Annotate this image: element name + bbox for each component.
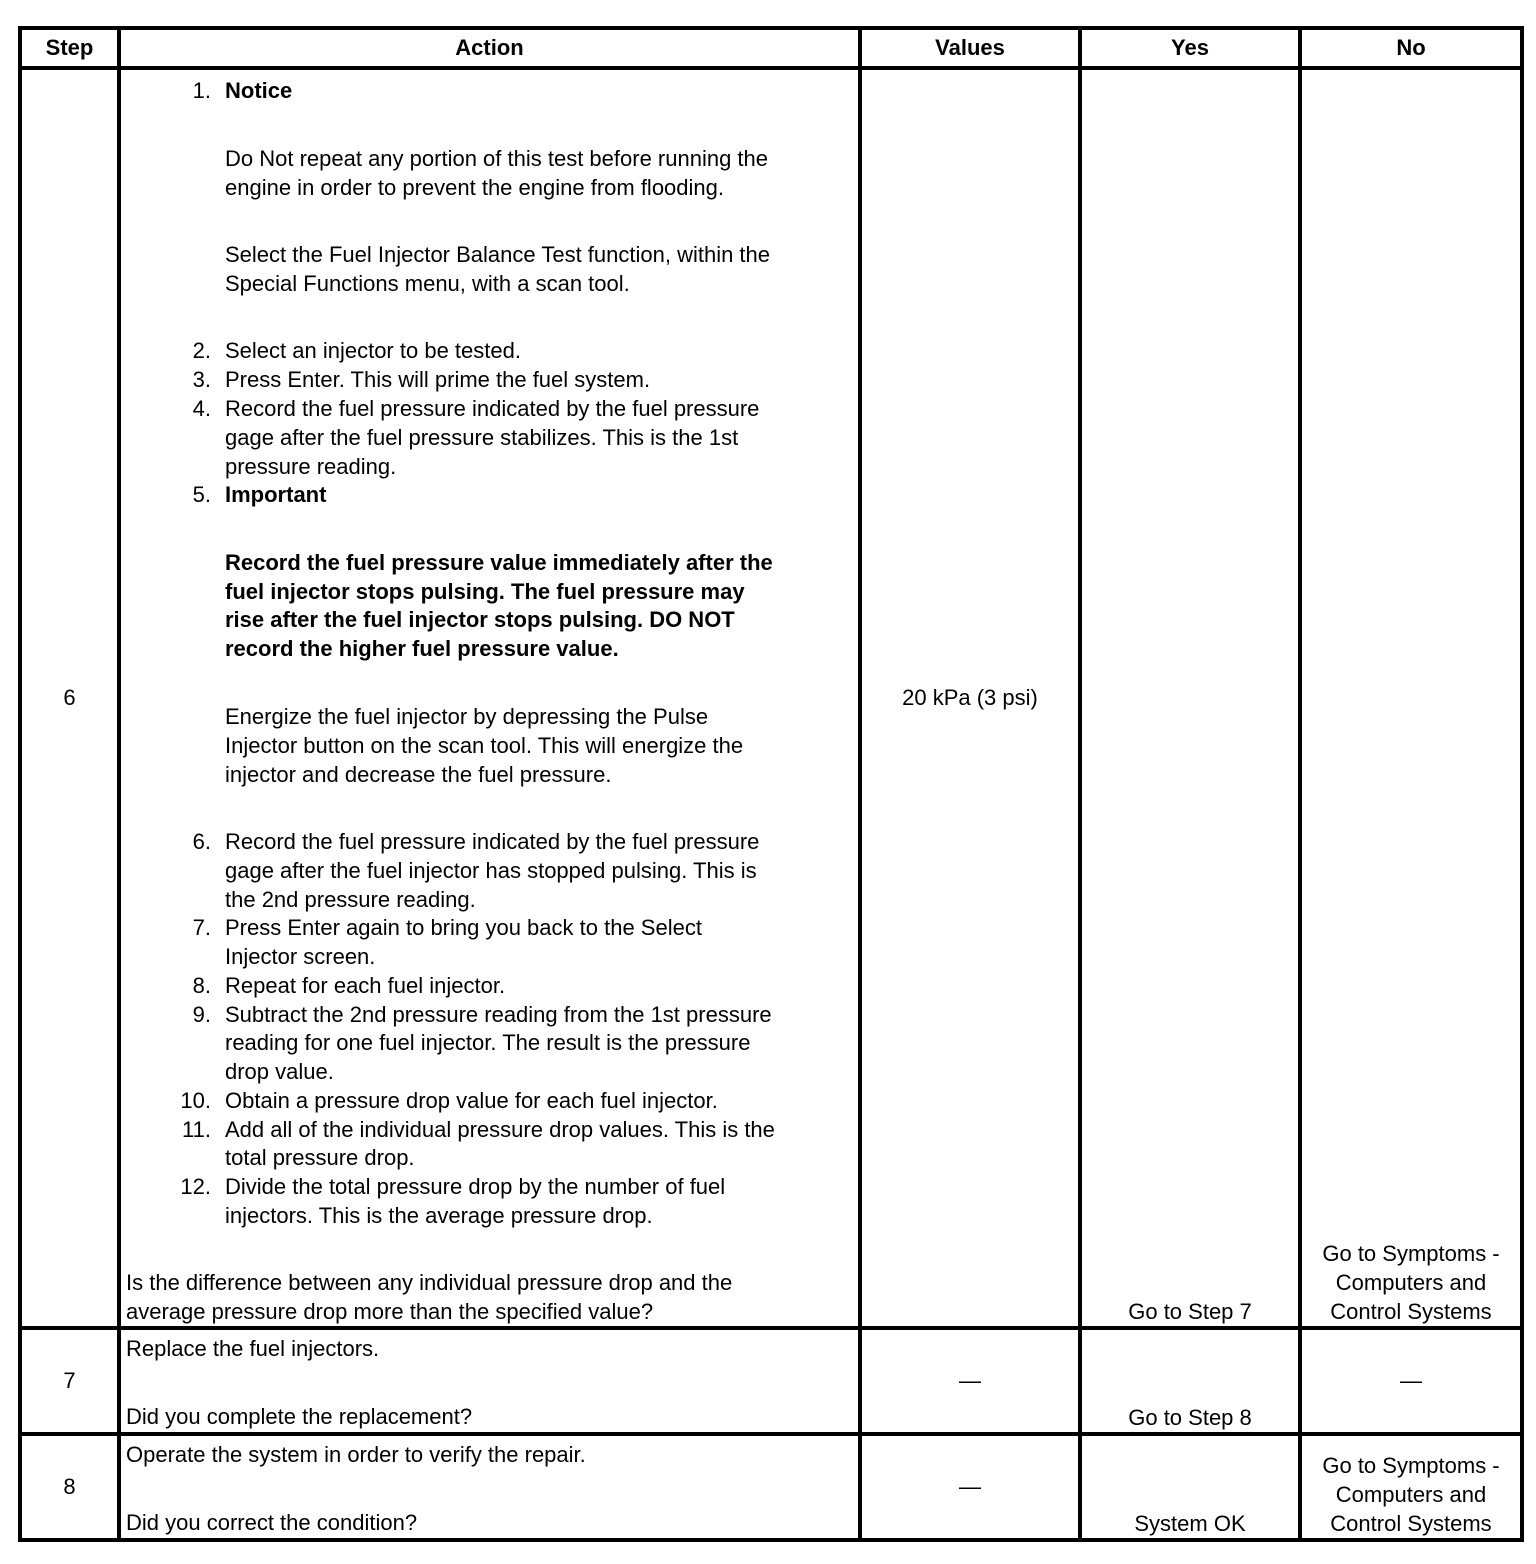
- important-text: fuel injector stops pulsing. The fuel pressure may: [225, 579, 745, 604]
- list-number: 5.: [192, 482, 211, 507]
- list-number: 7.: [192, 915, 211, 940]
- no-cell: [1300, 68, 1522, 1328]
- step-text: Record the fuel pressure indicated by the fuel pressure: [225, 829, 760, 854]
- no-link-line: Control Systems: [1330, 1511, 1492, 1536]
- step-text: Add all of the individual pressure drop values. This is the: [225, 1117, 775, 1142]
- step-text: Injector screen.: [225, 944, 376, 969]
- step-text: Select the Fuel Injector Balance Test function, within the: [225, 242, 771, 267]
- step-text: the 2nd pressure reading.: [225, 887, 476, 912]
- step-text: Press Enter again to bring you back to the Select: [225, 915, 702, 940]
- step-text: Divide the total pressure drop by the number of fuel: [225, 1174, 726, 1199]
- notice-title: Notice: [225, 78, 293, 103]
- step-text: Injector button on the scan tool. This will energize the: [225, 733, 744, 758]
- header-action: Action: [119, 28, 860, 68]
- value-cell: —: [860, 1328, 1080, 1434]
- question-text: Did you complete the replacement?: [126, 1404, 473, 1429]
- header-no: No: [1300, 28, 1522, 68]
- table-row-step-6: [20, 68, 1522, 1328]
- list-number: 9.: [192, 1002, 211, 1027]
- list-number: 2.: [192, 338, 211, 363]
- notice-text: Do Not repeat any portion of this test before running the: [225, 146, 768, 171]
- step-text: reading for one fuel injector. The result is the pressure: [225, 1030, 751, 1055]
- header-step: Step: [20, 28, 119, 68]
- list-number: 12.: [180, 1174, 211, 1199]
- list-number: 4.: [192, 396, 211, 421]
- header-row: [20, 28, 1522, 68]
- question-text: average pressure drop more than the specified value?: [126, 1299, 654, 1324]
- list-number: 8.: [192, 973, 211, 998]
- action-cell: [119, 68, 860, 1328]
- important-text: rise after the fuel injector stops pulsing. DO NOT: [225, 607, 735, 632]
- step-text: total pressure drop.: [225, 1145, 415, 1170]
- step-text: injector and decrease the fuel pressure.: [225, 762, 612, 787]
- step-text: Select an injector to be tested.: [225, 338, 521, 363]
- no-link-line: Computers and: [1335, 1270, 1487, 1295]
- header-yes: Yes: [1080, 28, 1300, 68]
- no-cell: [1300, 1434, 1522, 1540]
- action-cell: [119, 1328, 860, 1434]
- no-link-line: Go to Symptoms -: [1322, 1241, 1500, 1266]
- step-text: Replace the fuel injectors.: [126, 1336, 380, 1361]
- step-text: gage after the fuel injector has stopped pulsing. This is: [225, 858, 757, 883]
- step-text: gage after the fuel pressure stabilizes. This is the 1st: [225, 425, 739, 450]
- step-text: Obtain a pressure drop value for each fuel injector.: [225, 1088, 718, 1113]
- action-cell: [119, 1434, 860, 1540]
- step-text: Repeat for each fuel injector.: [225, 973, 506, 998]
- list-number: 10.: [180, 1088, 211, 1113]
- step-text: Special Functions menu, with a scan tool.: [225, 271, 630, 296]
- yes-cell: Go to Step 7: [1080, 68, 1300, 1328]
- important-text: record the higher fuel pressure value.: [225, 636, 619, 661]
- step-text: Operate the system in order to verify the repair.: [126, 1442, 586, 1467]
- step-number: 6: [20, 68, 119, 1328]
- step-text: Press Enter. This will prime the fuel system.: [225, 367, 651, 392]
- question-text: Is the difference between any individual pressure drop and the: [126, 1270, 733, 1295]
- list-number: 11.: [182, 1117, 211, 1142]
- step-number: 7: [20, 1328, 119, 1434]
- notice-text: engine in order to prevent the engine from flooding.: [225, 175, 724, 200]
- header-values: Values: [860, 28, 1080, 68]
- no-link-line: Control Systems: [1330, 1299, 1492, 1324]
- step-text: injectors. This is the average pressure drop.: [225, 1203, 653, 1228]
- no-link-line: Computers and: [1335, 1482, 1487, 1507]
- important-title: Important: [225, 482, 327, 507]
- step-text: Subtract the 2nd pressure reading from the 1st pressure: [225, 1002, 772, 1027]
- no-cell: —: [1300, 1328, 1522, 1434]
- step-text: Record the fuel pressure indicated by the fuel pressure: [225, 396, 760, 421]
- step-text: Energize the fuel injector by depressing the Pulse: [225, 704, 709, 729]
- list-number: 1.: [192, 78, 211, 103]
- step-number: 8: [20, 1434, 119, 1540]
- table-row-step-7: [20, 1328, 1522, 1434]
- diagnostic-table: [18, 26, 1524, 1542]
- table-row-step-8: [20, 1434, 1522, 1540]
- step-text: drop value.: [225, 1059, 334, 1084]
- important-text: Record the fuel pressure value immediately after the: [225, 550, 773, 575]
- question-text: Did you correct the condition?: [126, 1510, 418, 1535]
- no-link-line: Go to Symptoms -: [1322, 1453, 1500, 1478]
- yes-cell: System OK: [1080, 1434, 1300, 1540]
- list-number: 6.: [192, 829, 211, 854]
- list-number: 3.: [192, 367, 211, 392]
- step-text: pressure reading.: [225, 454, 397, 479]
- yes-cell: Go to Step 8: [1080, 1328, 1300, 1434]
- value-cell: —: [860, 1434, 1080, 1540]
- value-cell: 20 kPa (3 psi): [860, 68, 1080, 1328]
